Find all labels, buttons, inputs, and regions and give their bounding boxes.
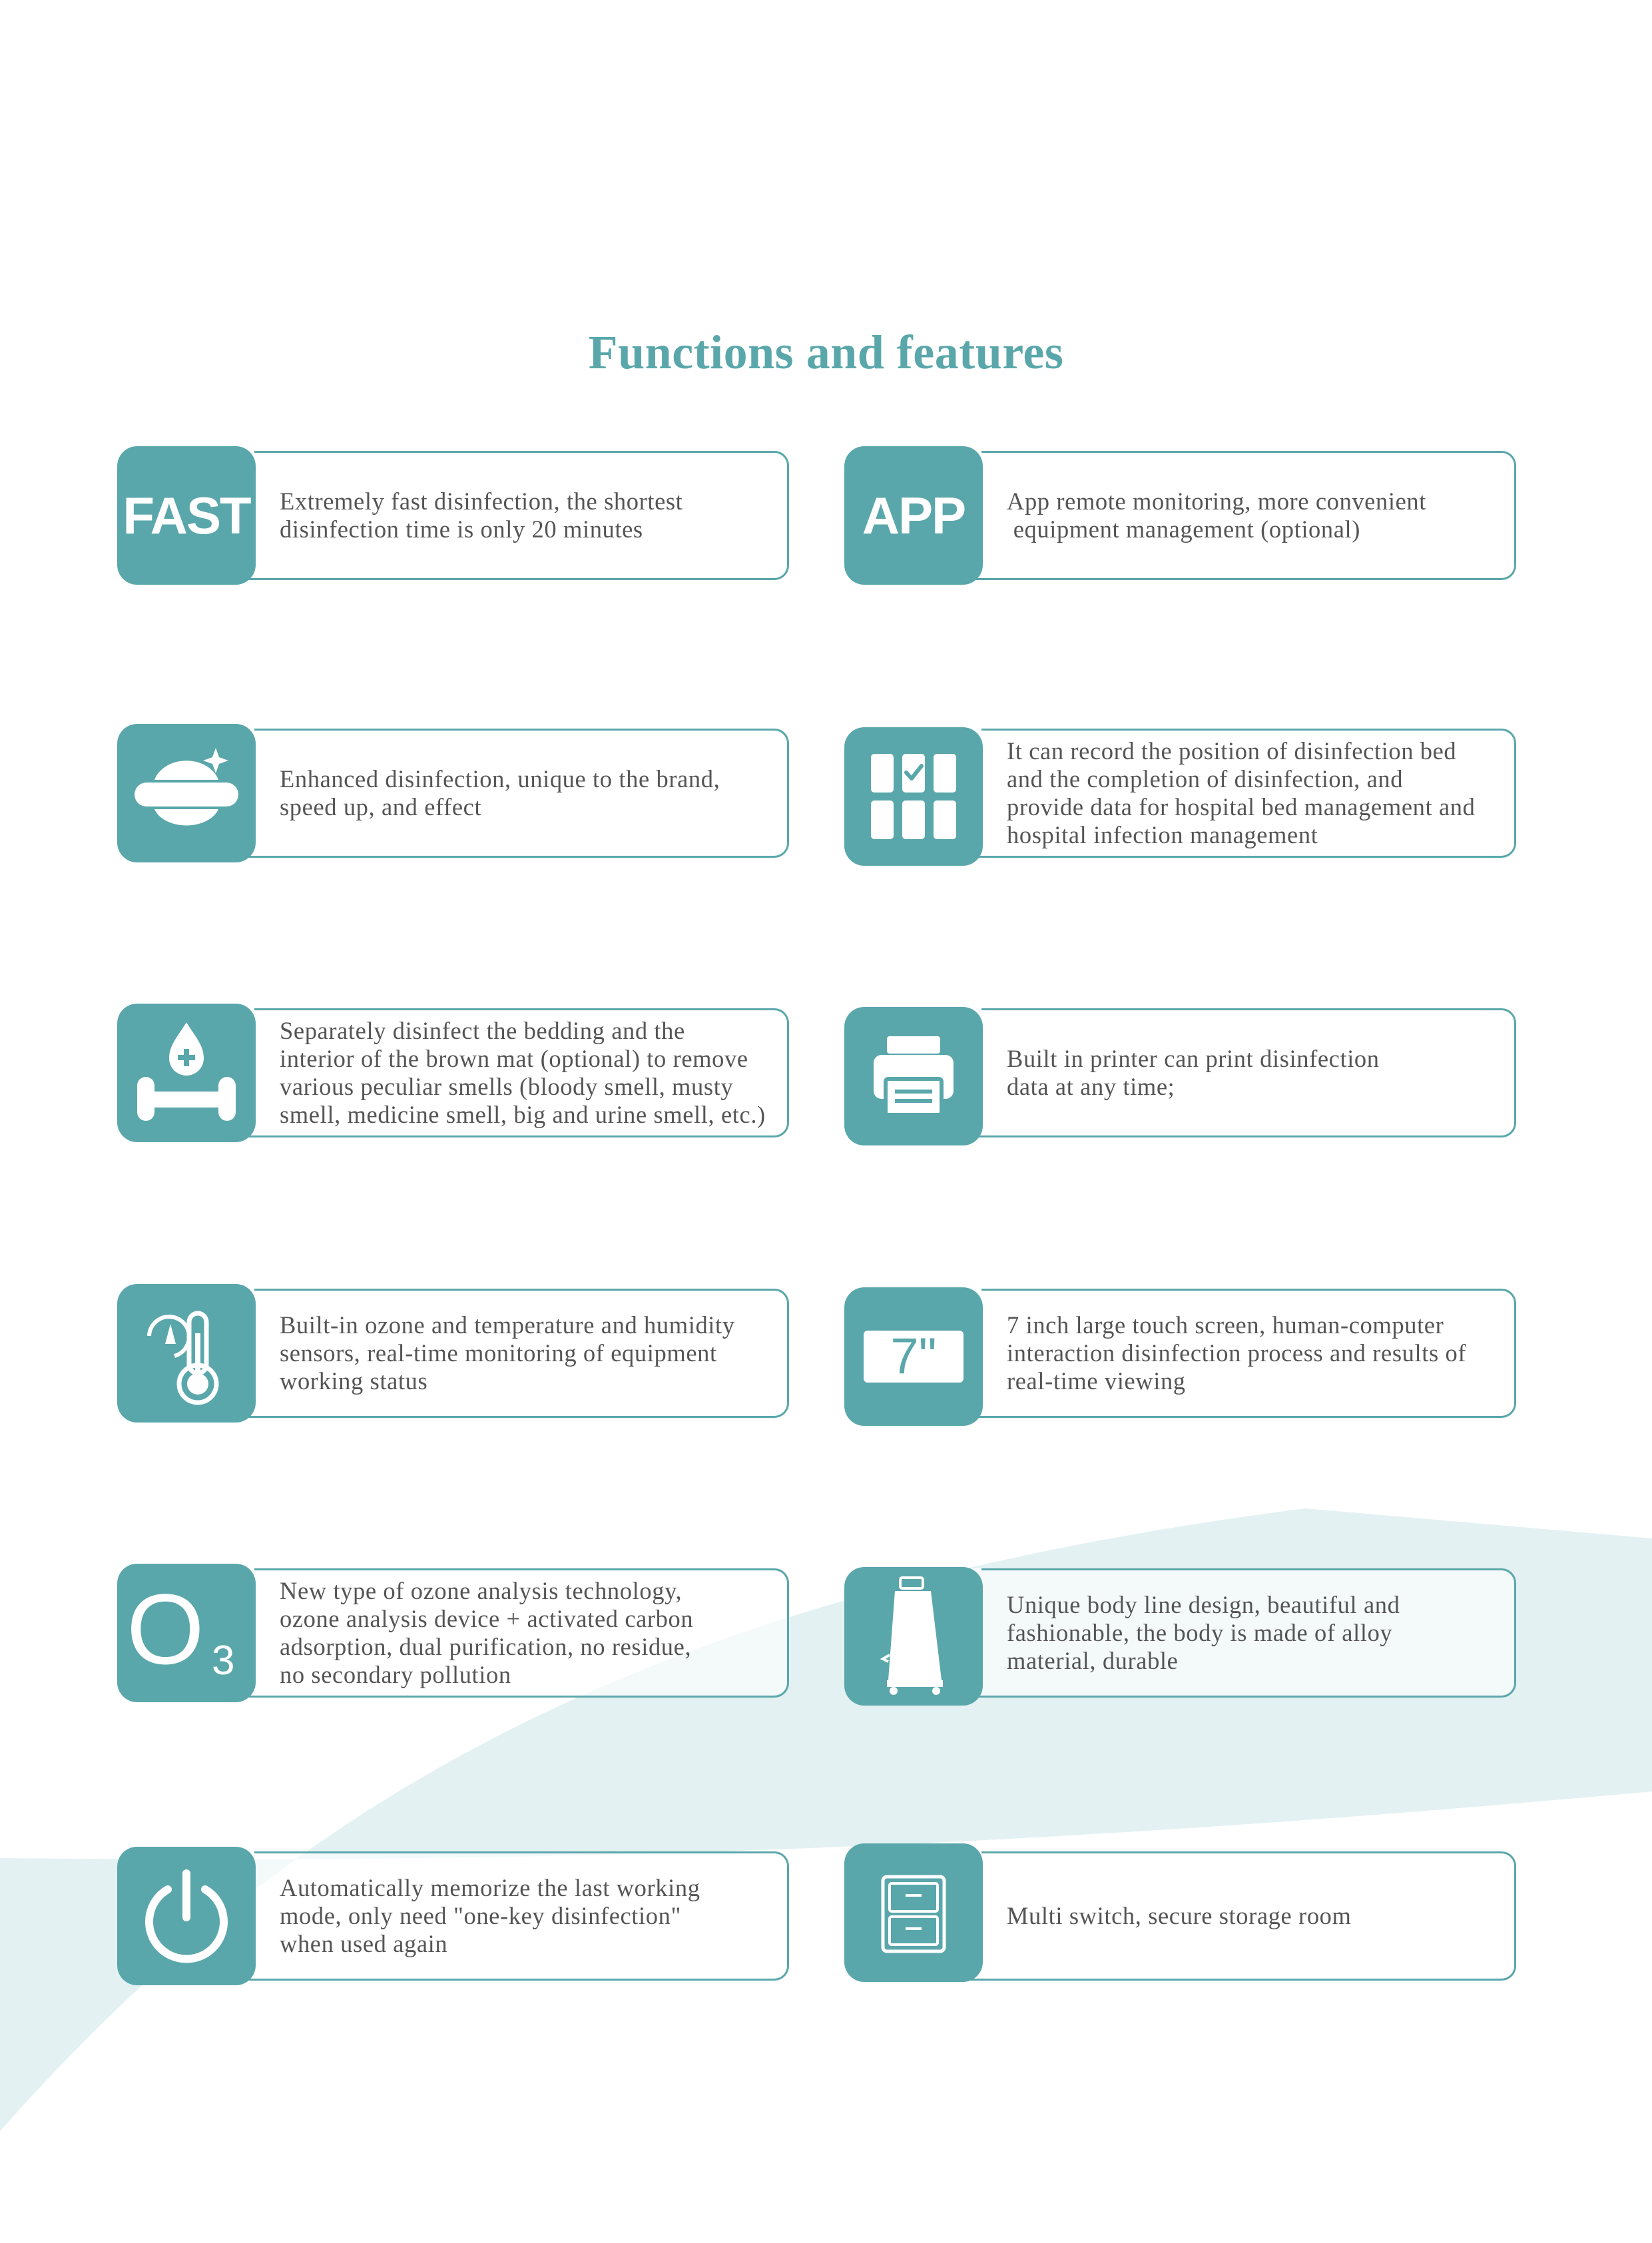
device-body-icon [844, 1567, 983, 1706]
thermometer-gauge-icon [117, 1284, 256, 1423]
feature-printer [844, 1004, 1523, 1142]
feature-touchscreen [844, 1284, 1523, 1423]
feature-text: App remote monitoring, more convenient equipment management (optional) [1007, 487, 1426, 543]
feature-text: Automatically memorize the last working mode, only need "one-key disinfection" when used again [280, 1874, 700, 1957]
page-title: Functions and features [588, 326, 1064, 379]
feature-app [844, 446, 1523, 585]
feature-ozone [117, 1564, 796, 1702]
feature-record [844, 724, 1523, 862]
feature-memory [117, 1847, 796, 1985]
feature-enhanced [117, 724, 796, 862]
feature-text: Multi switch, secure storage room [1007, 1902, 1352, 1929]
feature-text: Extremely fast disinfection, the shortest disinfection time is only 20 minutes [280, 487, 683, 543]
feature-text: Unique body line design, beautiful and fashionable, the body is made of alloy material, durable [1007, 1591, 1400, 1674]
power-icon [117, 1847, 256, 1985]
feature-text: 7 inch large touch screen, human-computer interaction disinfection process and results of real-time viewing [1007, 1311, 1467, 1395]
printer-icon [844, 1007, 983, 1145]
feature-body-design [844, 1564, 1523, 1702]
feature-text: Built-in ozone and temperature and humidity sensors, real-time monitoring of equipment working status [280, 1311, 735, 1395]
storage-cabinet-icon [844, 1843, 983, 1982]
record-grid-icon [844, 727, 983, 866]
feature-storage [844, 1847, 1523, 1985]
feature-text: Built in printer can print disinfection data at any time; [1007, 1045, 1380, 1100]
bed-drop-icon [117, 1004, 256, 1142]
feature-text: Separately disinfect the bedding and the interior of the brown mat (optional) to remove various peculiar smells (bloody smell, musty smell, medicine smell, big and urine smell, etc.) [280, 1017, 766, 1128]
fast-text-icon: FAST [117, 446, 256, 585]
feature-bedding [117, 1004, 796, 1142]
screen-size-icon: 7" [844, 1287, 983, 1426]
feature-text: It can record the position of disinfection bed and the completion of disinfection, and provide data for hospital bed management and hospital infection management [1007, 737, 1476, 848]
feature-text: Enhanced disinfection, unique to the brand, speed up, and effect [280, 765, 720, 820]
feature-fast [117, 446, 796, 585]
enhanced-disinfection-icon [117, 724, 256, 862]
ozone-icon: O 3 [117, 1564, 256, 1702]
app-text-icon: APP [844, 446, 983, 585]
feature-sensors [117, 1284, 796, 1423]
feature-text: New type of ozone analysis technology, ozone analysis device + activated carbon adsorption, dual purification, no residue, no secondary pollution [280, 1577, 694, 1688]
